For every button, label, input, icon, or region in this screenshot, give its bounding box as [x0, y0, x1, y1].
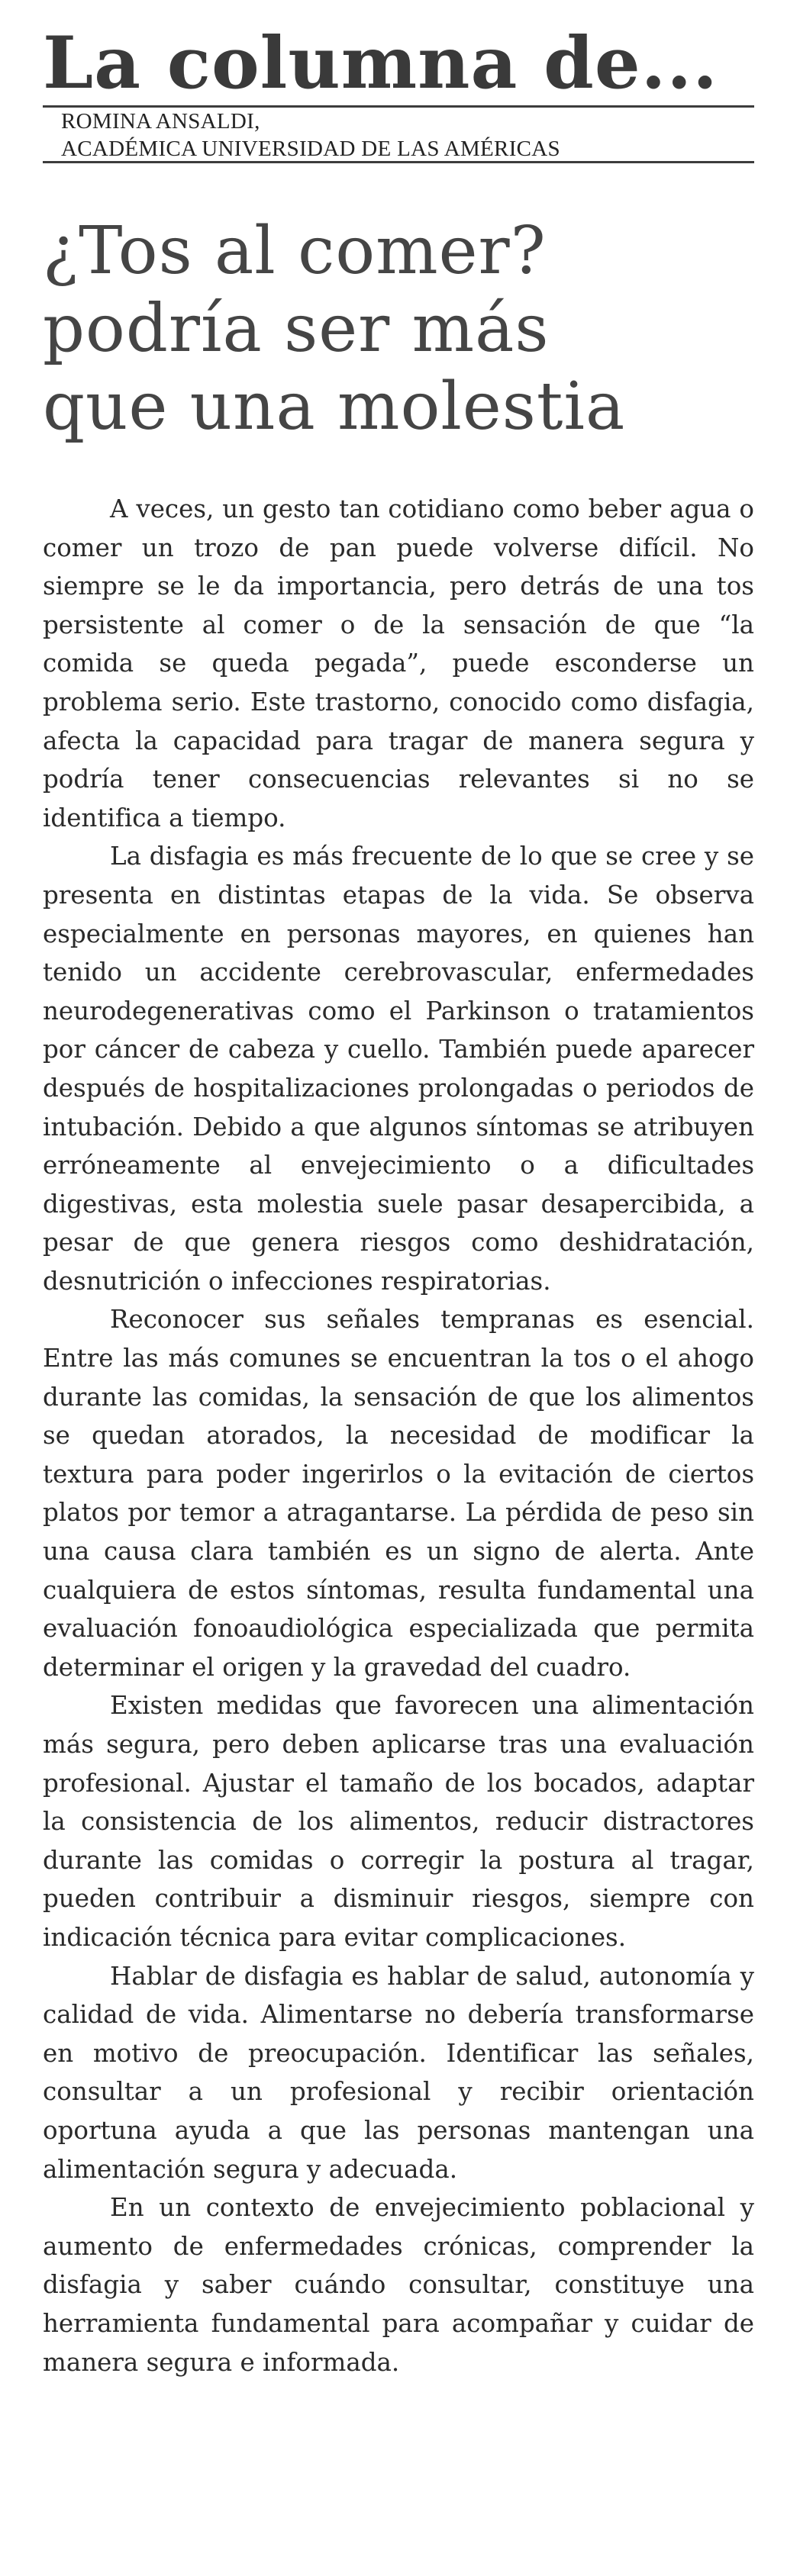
- article-paragraph: A veces, un gesto tan cotidiano como beber agua o comer un trozo de pan puede volverse difícil. No siempre se le da importancia, pero detrás de una tos persistente al comer o de la sensación de que “la comida se queda pegada”, puede esconderse un problema serio. Este trastorno, conocido como disfagia, afecta la capacidad para tragar de manera segura y podría tener consecuencias relevantes si no se identifica a tiempo.: [43, 494, 754, 832]
- article-paragraph: Hablar de disfagia es hablar de salud, autonomía y calidad de vida. Alimentarse no debería transformarse en motivo de preocupación. Identificar las señales, consultar a un profesional y recibir orientación oportuna ayuda a que las personas mantengan una alimentación segura y adecuada.: [43, 1961, 754, 2184]
- headline-line: que una molestia: [43, 369, 626, 445]
- column-section-title: La columna de...: [43, 21, 718, 105]
- headline-line: ¿Tos al comer?: [43, 213, 547, 289]
- author-affiliation: ACADÉMICA UNIVERSIDAD DE LAS AMÉRICAS: [61, 137, 560, 161]
- headline-line: podría ser más: [43, 291, 550, 367]
- article-body: [43, 490, 754, 2381]
- article-headline: [43, 212, 754, 446]
- article-paragraph: En un contexto de envejecimiento poblacional y aumento de enfermedades crónicas, comprender la disfagia y saber cuándo consultar, constituye una herramienta fundamental para acompañar y cuidar de manera segura e informada.: [43, 2193, 754, 2377]
- byline: [43, 108, 754, 163]
- article-paragraph: Reconocer sus señales tempranas es esencial. Entre las más comunes se encuentran la tos o el ahogo durante las comidas, la sensación de que los alimentos se quedan atorados, la necesidad de modificar la textura para poder ingerirlos o la evitación de ciertos platos por temor a atragantarse. La pérdida de peso sin una causa clara también es un signo de alerta. Ante cualquiera de estos síntomas, resulta fundamental una evaluación fonoaudiológica especializada que permita determinar el origen y la gravedad del cuadro.: [43, 1305, 754, 1682]
- author-name: ROMINA ANSALDI,: [61, 109, 260, 134]
- article-paragraph: Existen medidas que favorecen una alimentación más segura, pero deben aplicarse tras una evaluación profesional. Ajustar el tamaño de los bocados, adaptar la consistencia de los alimentos, reducir distractores durante las comidas o corregir la postura al tragar, pueden contribuir a disminuir riesgos, siempre con indicación técnica para evitar complicaciones.: [43, 1691, 754, 1952]
- article-paragraph: La disfagia es más frecuente de lo que se cree y se presenta en distintas etapas de la vida. Se observa especialmente en personas mayores, en quienes han tenido un accidente cerebrovascular, enfermedades neurodegenerativas como el Parkinson o tratamientos por cáncer de cabeza y cuello. También puede aparecer después de hospitalizaciones prolongadas o periodos de intubación. Debido a que algunos síntomas se atribuyen erróneamente al envejecimiento o a dificultades digestivas, esta molestia suele pasar desapercibida, a pesar de que genera riesgos como deshidratación, desnutrición o infecciones respiratorias.: [43, 842, 754, 1296]
